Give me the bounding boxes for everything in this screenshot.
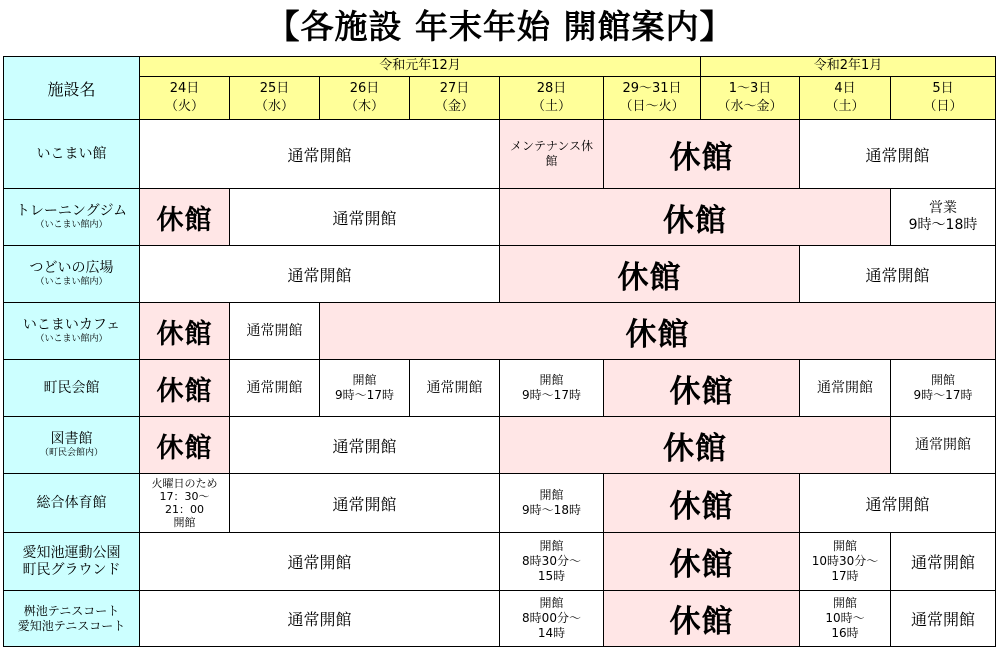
day-header: 29～31日 （日～火） [604, 76, 701, 119]
status-hours: 火曜日のため 17：30～ 21：00 開館 [140, 474, 230, 533]
status-closed: 休館 [604, 591, 800, 647]
status-open: 通常開館 [230, 417, 500, 474]
facility-name: 図書館 （町民会館内） [4, 417, 140, 474]
day-header: 1～3日 （水～金） [701, 76, 800, 119]
facility-name: いこまい館 [4, 120, 140, 189]
status-hours: 開館 9時～17時 [320, 360, 410, 417]
status-open: 通常開館 [230, 474, 500, 533]
status-closed: 休館 [140, 303, 230, 360]
status-hours: 開館 9時～17時 [891, 360, 996, 417]
status-open: 通常開館 [230, 360, 320, 417]
facility-name: 愛知池運動公園 町民グラウンド [4, 533, 140, 591]
page-title: 【各施設 年末年始 開館案内】 [266, 7, 734, 46]
status-closed: 休館 [140, 189, 230, 246]
status-open: 通常開館 [800, 474, 996, 533]
status-closed: 休館 [500, 246, 800, 303]
status-open: 通常開館 [891, 591, 996, 647]
status-closed: 休館 [140, 360, 230, 417]
status-open: 通常開館 [800, 120, 996, 189]
status-hours: 開館 10時30分～ 17時 [800, 533, 891, 591]
status-business-hours: 営業 9時～18時 [891, 189, 996, 246]
status-open: 通常開館 [891, 417, 996, 474]
status-open: 通常開館 [140, 246, 500, 303]
status-closed: 休館 [604, 474, 800, 533]
day-header: 25日 （水） [230, 76, 320, 119]
day-header: 27日 （金） [410, 76, 500, 119]
schedule-table [3, 56, 996, 647]
facility-name: つどいの広場 （いこまい館内） [4, 246, 140, 303]
status-open: 通常開館 [800, 360, 891, 417]
facility-name: いこまいカフェ （いこまい館内） [4, 303, 140, 360]
status-open: 通常開館 [891, 533, 996, 591]
day-header: 4日 （土） [800, 76, 891, 119]
facility-name: トレーニングジム （いこまい館内） [4, 189, 140, 246]
month-header-jan: 令和2年1月 [701, 57, 996, 77]
status-closed: 休館 [500, 417, 891, 474]
month-header-dec: 令和元年12月 [140, 57, 701, 77]
status-open: 通常開館 [230, 303, 320, 360]
status-closed: 休館 [500, 189, 891, 246]
status-closed: 休館 [604, 360, 800, 417]
day-header: 28日 （土） [500, 76, 604, 119]
status-closed: 休館 [140, 417, 230, 474]
status-closed: 休館 [604, 533, 800, 591]
facility-column-header: 施設名 [4, 57, 140, 120]
day-header: 24日 （火） [140, 76, 230, 119]
status-maintenance: メンテナンス休館 [500, 120, 604, 189]
status-hours: 開館 8時30分～ 15時 [500, 533, 604, 591]
facility-name: 総合体育館 [4, 474, 140, 533]
status-open: 通常開館 [230, 189, 500, 246]
status-hours: 開館 9時～18時 [500, 474, 604, 533]
status-open: 通常開館 [140, 533, 500, 591]
status-hours: 開館 9時～17時 [500, 360, 604, 417]
status-open: 通常開館 [140, 591, 500, 647]
status-closed: 休館 [604, 120, 800, 189]
status-open: 通常開館 [800, 246, 996, 303]
facility-name: 桝池テニスコート 愛知池テニスコート [4, 591, 140, 647]
status-open: 通常開館 [140, 120, 500, 189]
status-closed: 休館 [320, 303, 996, 360]
status-hours: 開館 10時～ 16時 [800, 591, 891, 647]
status-hours: 開館 8時00分～ 14時 [500, 591, 604, 647]
day-header: 5日 （日） [891, 76, 996, 119]
day-header: 26日 （木） [320, 76, 410, 119]
facility-name: 町民会館 [4, 360, 140, 417]
status-open: 通常開館 [410, 360, 500, 417]
